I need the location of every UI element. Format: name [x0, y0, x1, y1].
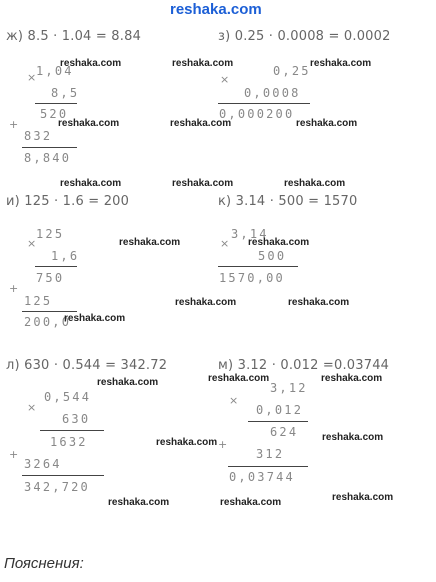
watermark: reshaka.com: [296, 118, 358, 129]
problem-l-row-2: 630: [62, 412, 91, 426]
watermark: reshaka.com: [119, 237, 181, 248]
watermark: reshaka.com: [64, 313, 126, 324]
watermark: reshaka.com: [60, 58, 122, 69]
watermark: reshaka.com: [310, 58, 372, 69]
site-title[interactable]: reshaka.com: [170, 1, 262, 18]
problem-l-row-3: 1632: [50, 435, 88, 449]
problem-i-rule-1: [35, 266, 77, 267]
watermark: reshaka.com: [172, 58, 234, 69]
problem-l-equation: л) 630 · 0.544 = 342.72: [6, 358, 168, 373]
problem-k-result: 1570,00: [219, 271, 285, 285]
problem-l-multiply-sign: ×: [27, 401, 37, 414]
problem-z-row-1: 0,25: [273, 64, 311, 78]
problem-m-result: 0,03744: [229, 470, 295, 484]
problem-i-row-4: 125: [24, 294, 53, 308]
problem-m-row-4: 312: [256, 447, 285, 461]
problem-i-multiply-sign: ×: [27, 237, 37, 250]
watermark: reshaka.com: [208, 373, 270, 384]
problem-zh-row-4: 832: [24, 129, 53, 143]
problem-zh-result: 8,840: [24, 151, 72, 165]
problem-i-result: 200,0: [24, 315, 72, 329]
problem-l-rule-1: [40, 430, 104, 431]
problem-z-result: 0,000200: [219, 107, 295, 121]
problem-k-row-2: 500: [258, 249, 287, 263]
watermark: reshaka.com: [170, 118, 232, 129]
problem-z-rule-1: [218, 103, 310, 104]
problem-m-rule-1: [248, 421, 308, 422]
problem-i-row-2: 1,6: [51, 249, 80, 263]
problem-zh-row-1: 1,04: [36, 64, 74, 78]
problem-k-equation: к) 3.14 · 500 = 1570: [218, 194, 358, 209]
problem-i-equation: и) 125 · 1.6 = 200: [6, 194, 130, 209]
problem-z-multiply-sign: ×: [220, 73, 230, 86]
problem-zh-rule-1: [35, 103, 77, 104]
watermark: reshaka.com: [321, 373, 383, 384]
watermark: reshaka.com: [172, 178, 234, 189]
watermark: reshaka.com: [108, 497, 170, 508]
problem-l-row-1: 0,544: [44, 390, 92, 404]
problem-l-plus-sign: +: [9, 448, 19, 461]
watermark: reshaka.com: [175, 297, 237, 308]
problem-m-row-2: 0,012: [256, 403, 304, 417]
problem-m-row-1: 3,12: [270, 381, 308, 395]
problem-k-multiply-sign: ×: [220, 237, 230, 250]
watermark: reshaka.com: [58, 118, 120, 129]
problem-l-row-4: 3264: [24, 457, 62, 471]
watermark: reshaka.com: [60, 178, 122, 189]
problem-m-plus-sign: +: [218, 438, 228, 451]
problem-m-equation: м) 3.12 · 0.012 =0.03744: [218, 358, 390, 373]
watermark: reshaka.com: [220, 497, 282, 508]
watermark: reshaka.com: [322, 432, 384, 443]
problem-z-row-2: 0,0008: [244, 86, 301, 100]
problem-zh-multiply-sign: ×: [27, 71, 37, 84]
watermark: reshaka.com: [97, 377, 159, 388]
problem-i-plus-sign: +: [9, 282, 19, 295]
problem-zh-row-2: 8,5: [51, 86, 80, 100]
problem-i-row-1: 125: [36, 227, 65, 241]
problem-z-equation: з) 0.25 · 0.0008 = 0.0002: [218, 29, 391, 44]
watermark: reshaka.com: [284, 178, 346, 189]
problem-i-row-3: 750: [36, 271, 65, 285]
problem-zh-equation: ж) 8.5 · 1.04 = 8.84: [6, 29, 142, 44]
problem-zh-row-3: 520: [40, 107, 69, 121]
watermark: reshaka.com: [248, 237, 310, 248]
problem-k-rule-1: [218, 266, 298, 267]
problem-k-row-1: 3,14: [231, 227, 269, 241]
problem-l-result: 342,720: [24, 480, 90, 494]
problem-i-rule-2: [22, 311, 77, 312]
problem-m-rule-2: [228, 466, 308, 467]
problem-zh-rule-2: [22, 147, 77, 148]
watermark: reshaka.com: [156, 437, 218, 448]
watermark: reshaka.com: [332, 492, 394, 503]
problem-m-multiply-sign: ×: [229, 394, 239, 407]
problem-zh-plus-sign: +: [9, 118, 19, 131]
problem-l-rule-2: [22, 475, 104, 476]
problem-m-row-3: 624: [270, 425, 299, 439]
watermark: reshaka.com: [288, 297, 350, 308]
explanations-label: Пояснения:: [4, 555, 84, 572]
